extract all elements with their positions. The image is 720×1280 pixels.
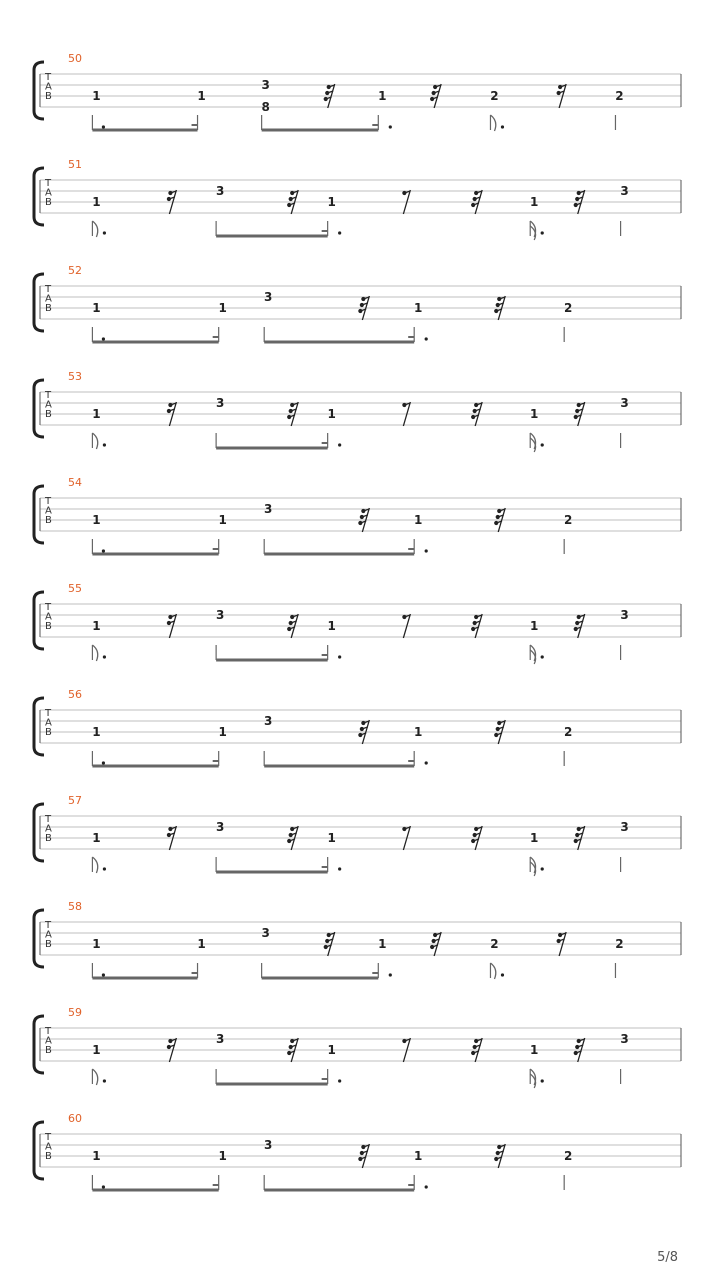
duration-dot	[338, 231, 341, 234]
tab-letter-a: A	[45, 399, 52, 411]
tab-letter-t: T	[45, 920, 52, 931]
fret-number: 1	[327, 619, 336, 633]
fret-number: 1	[92, 301, 101, 315]
duration-dot	[338, 443, 341, 446]
measure-number: 56	[68, 688, 82, 701]
system-bracket	[34, 698, 44, 755]
measure-number: 55	[68, 582, 82, 595]
fret-number: 3	[620, 1032, 629, 1046]
system-bracket	[34, 910, 44, 967]
system-57	[34, 794, 681, 876]
fret-number: 1	[197, 89, 206, 103]
fret-number: 3	[261, 78, 270, 92]
measure-number: 50	[68, 52, 82, 65]
duration-dot	[425, 761, 428, 764]
tab-letter-a: A	[45, 1141, 52, 1153]
fret-number: 3	[215, 1032, 225, 1046]
tab-letter-t: T	[45, 178, 52, 189]
tab-letter-a: A	[45, 1035, 52, 1047]
fret-number: 1	[327, 1043, 336, 1057]
duration-dot	[102, 761, 105, 764]
duration-dot	[102, 973, 105, 976]
fret-number: 1	[414, 513, 423, 527]
fret-number: 1	[197, 937, 206, 951]
duration-dot	[338, 655, 341, 658]
fret-number: 2	[564, 301, 573, 315]
fret-number: 1	[530, 195, 539, 209]
note-flag	[92, 1069, 97, 1085]
duration-dot	[102, 337, 105, 340]
system-58	[34, 900, 681, 979]
tab-letter-t: T	[45, 284, 52, 295]
duration-dot	[103, 867, 106, 870]
fret-number: 3	[620, 608, 629, 622]
tab-letter-a: A	[45, 505, 52, 517]
measure-number: 59	[68, 1006, 82, 1019]
fret-number: 1	[218, 513, 227, 527]
page-number: 5/8	[657, 1250, 678, 1265]
system-56	[34, 688, 681, 766]
tab-letter-t: T	[45, 390, 52, 401]
note-flag	[92, 645, 97, 661]
duration-dot	[102, 549, 105, 552]
tab-letter-a: A	[45, 823, 52, 835]
system-50	[34, 52, 681, 131]
system-60	[34, 1112, 681, 1190]
fret-number: 2	[490, 937, 499, 951]
fret-number: 1	[327, 407, 336, 421]
tab-letter-b: B	[45, 727, 52, 738]
measure-number: 54	[68, 476, 82, 489]
tab-letter-a: A	[45, 81, 52, 93]
duration-dot	[501, 125, 504, 128]
tab-letter-a: A	[45, 187, 52, 199]
tab-letter-a: A	[45, 611, 52, 623]
duration-dot	[541, 1079, 544, 1082]
fret-number: 3	[264, 1138, 273, 1152]
fret-number: 2	[564, 725, 573, 739]
fret-number: 3	[215, 608, 225, 622]
fret-number: 1	[218, 301, 227, 315]
note-flag	[92, 221, 97, 237]
note-flag	[490, 963, 495, 979]
fret-number: 1	[530, 619, 539, 633]
fret-number: 1	[92, 619, 101, 633]
system-bracket	[34, 1122, 44, 1179]
fret-number: 1	[92, 89, 101, 103]
tab-letter-b: B	[45, 1045, 52, 1056]
fret-number: 1	[92, 725, 101, 739]
fret-number: 3	[264, 714, 273, 728]
fret-number: 1	[378, 89, 387, 103]
tab-letter-t: T	[45, 72, 52, 83]
duration-dot	[103, 443, 106, 446]
tab-letter-b: B	[45, 1151, 52, 1162]
tab-letter-b: B	[45, 515, 52, 526]
tab-letter-a: A	[45, 293, 52, 305]
tab-letter-b: B	[45, 303, 52, 314]
fret-number: 2	[615, 89, 624, 103]
system-bracket	[34, 1016, 44, 1073]
duration-dot	[102, 1185, 105, 1188]
fret-number: 1	[92, 1149, 101, 1163]
duration-dot	[541, 867, 544, 870]
tab-letter-t: T	[45, 1026, 52, 1037]
fret-number: 1	[92, 1043, 101, 1057]
fret-number: 3	[215, 396, 225, 410]
fret-number: 2	[615, 937, 624, 951]
fret-number: 8	[261, 100, 270, 114]
measure-number: 53	[68, 370, 82, 383]
duration-dot	[425, 337, 428, 340]
tab-letter-t: T	[45, 496, 52, 507]
tab-letter-a: A	[45, 717, 52, 729]
fret-number: 3	[620, 184, 629, 198]
fret-number: 3	[215, 820, 225, 834]
system-bracket	[34, 486, 44, 543]
fret-number: 1	[530, 407, 539, 421]
duration-dot	[338, 867, 341, 870]
duration-dot	[102, 125, 105, 128]
tab-letter-b: B	[45, 409, 52, 420]
duration-dot	[103, 1079, 106, 1082]
fret-number: 2	[490, 89, 499, 103]
fret-number: 1	[530, 831, 539, 845]
system-bracket	[34, 62, 44, 119]
measure-number: 60	[68, 1112, 82, 1125]
duration-dot	[425, 549, 428, 552]
fret-number: 1	[92, 407, 101, 421]
fret-number: 1	[92, 513, 101, 527]
tab-letter-t: T	[45, 814, 52, 825]
duration-dot	[501, 973, 504, 976]
measure-number: 52	[68, 264, 82, 277]
duration-dot	[541, 655, 544, 658]
fret-number: 3	[215, 184, 225, 198]
fret-number: 1	[414, 725, 423, 739]
duration-dot	[541, 443, 544, 446]
tab-letter-b: B	[45, 91, 52, 102]
system-52	[34, 264, 681, 342]
fret-number: 1	[327, 195, 336, 209]
fret-number: 1	[327, 831, 336, 845]
fret-number: 3	[264, 502, 273, 516]
tab-letter-t: T	[45, 708, 52, 719]
system-bracket	[34, 380, 44, 437]
note-flag	[490, 115, 495, 131]
measure-number: 57	[68, 794, 82, 807]
fret-number: 1	[218, 725, 227, 739]
fret-number: 1	[92, 937, 101, 951]
duration-dot	[541, 231, 544, 234]
duration-dot	[103, 231, 106, 234]
fret-number: 3	[620, 820, 629, 834]
duration-dot	[425, 1185, 428, 1188]
duration-dot	[338, 1079, 341, 1082]
system-bracket	[34, 168, 44, 225]
system-59	[34, 1006, 681, 1088]
tab-letter-b: B	[45, 197, 52, 208]
system-55	[34, 582, 681, 664]
tab-letter-a: A	[45, 929, 52, 941]
fret-number: 1	[92, 195, 101, 209]
system-bracket	[34, 804, 44, 861]
system-51	[34, 158, 681, 240]
fret-number: 1	[414, 301, 423, 315]
tab-letter-t: T	[45, 1132, 52, 1143]
tab-letter-b: B	[45, 621, 52, 632]
tab-letter-t: T	[45, 602, 52, 613]
duration-dot	[389, 125, 392, 128]
measure-number: 51	[68, 158, 82, 171]
fret-number: 1	[218, 1149, 227, 1163]
fret-number: 1	[378, 937, 387, 951]
duration-dot	[389, 973, 392, 976]
note-flag	[92, 857, 97, 873]
system-bracket	[34, 592, 44, 649]
fret-number: 1	[530, 1043, 539, 1057]
system-54	[34, 476, 681, 554]
fret-number: 3	[620, 396, 629, 410]
tab-letter-b: B	[45, 833, 52, 844]
note-flag	[92, 433, 97, 449]
fret-number: 1	[92, 831, 101, 845]
fret-number: 2	[564, 1149, 573, 1163]
tab-letter-b: B	[45, 939, 52, 950]
duration-dot	[103, 655, 106, 658]
fret-number: 2	[564, 513, 573, 527]
fret-number: 3	[264, 290, 273, 304]
fret-number: 3	[261, 926, 270, 940]
measure-number: 58	[68, 900, 82, 913]
fret-number: 1	[414, 1149, 423, 1163]
system-bracket	[34, 274, 44, 331]
system-53	[34, 370, 681, 452]
